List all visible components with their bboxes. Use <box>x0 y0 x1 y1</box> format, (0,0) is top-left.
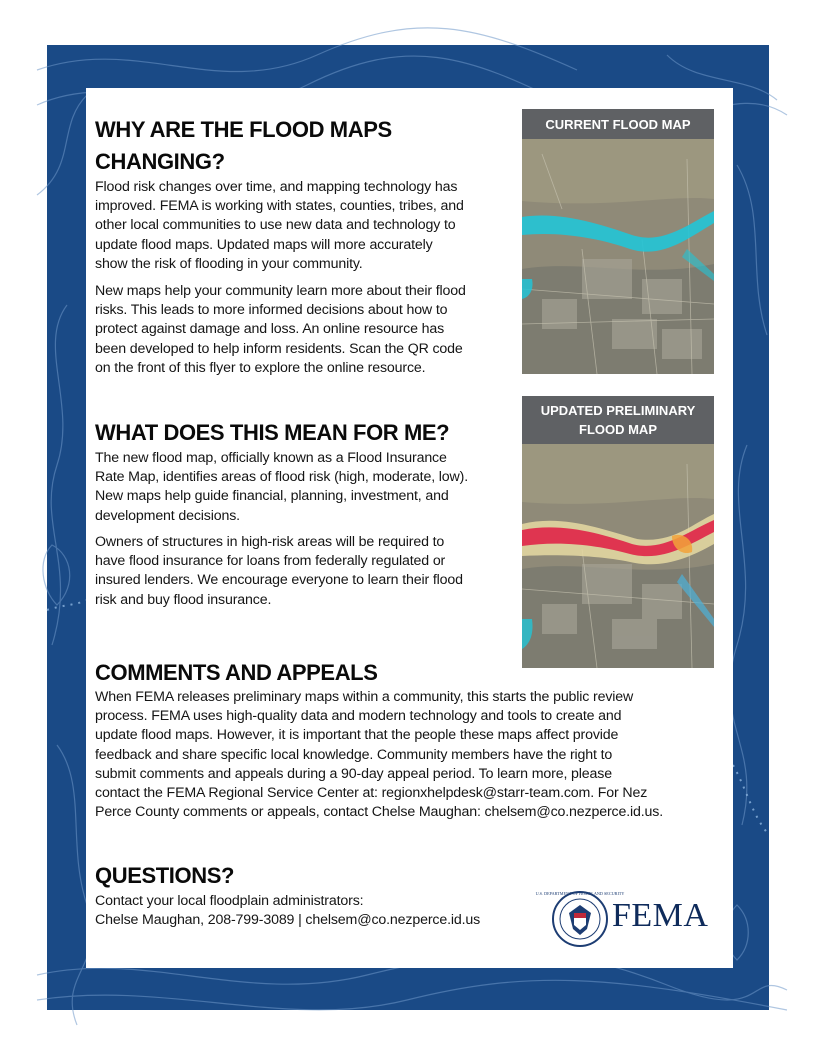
fema-wordmark: FEMA <box>612 897 709 934</box>
paragraph-why-2: New maps help your community learn more about their flood risks. This leads to more informed decisions about how to protect against damage and loss. An online resource has been developed to help inform residents. Scan the QR code on the front of this flyer to explore the online resource. <box>95 283 466 376</box>
paragraph-what-1: The new flood map, officially known as a Flood Insurance Rate Map, identifies areas of flood risk (high, moderate, low). New maps help guide financial, planning, investment, and development decisions. <box>95 450 469 524</box>
paragraph-questions: Contact your local floodplain administrators: Chelse Maughan, 208-799-3089 | chelsem@co.nezperce.id.us <box>95 893 481 929</box>
heading-comments-appeals: COMMENTS AND APPEALS <box>95 660 378 685</box>
paragraph-comments: When FEMA releases preliminary maps within a community, this starts the public review process. FEMA uses high-quality data and modern technology and tools to create and update flood maps. However, it is important that the people these maps affect provide feedback and share specific local knowledge. Community members have the right to submit comments and appeals during a 90-day appeal period. To learn more, please contact the FEMA Regional Service Center at: regionxhelpdesk@starr-team.com. For Nez Perce County comments or appeals, contact Chelse Maughan: chelsem@co.nezperce.id.us. <box>95 689 664 821</box>
paragraph-what-2: Owners of structures in high-risk areas will be required to have flood insurance for loans from federally regulated or insured lenders. We encourage everyone to learn their flood risk and buy flood insurance. <box>95 534 463 608</box>
current-map-image <box>522 139 714 374</box>
updated-map-image <box>522 444 714 668</box>
heading-why-changing: WHY ARE THE FLOOD MAPS CHANGING? <box>95 117 392 174</box>
heading-what-means: WHAT DOES THIS MEAN FOR ME? <box>95 420 450 445</box>
dhs-seal-text: U.S. DEPARTMENT OF HOMELAND SECURITY <box>535 891 625 896</box>
updated-flood-map <box>522 444 714 668</box>
heading-questions: QUESTIONS? <box>95 863 235 888</box>
dhs-seal-icon <box>535 883 625 955</box>
updated-map-label: UPDATED PRELIMINARY FLOOD MAP <box>522 396 714 444</box>
current-map-label: CURRENT FLOOD MAP <box>522 109 714 139</box>
paragraph-why-1: Flood risk changes over time, and mapping technology has improved. FEMA is working with states, counties, tribes, and other local communities to use new data and technology to update flood maps. Updated maps will more accurately show the risk of flooding in your community. <box>95 179 464 272</box>
current-flood-map <box>522 139 714 374</box>
